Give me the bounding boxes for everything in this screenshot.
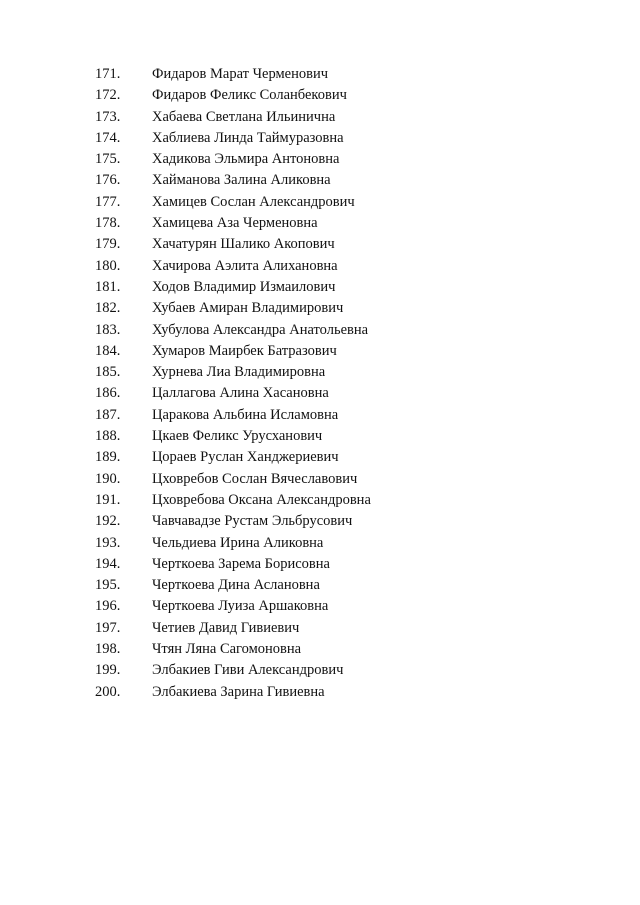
item-number: 172. — [95, 87, 121, 104]
item-number: 176. — [95, 172, 121, 189]
item-number: 197. — [95, 619, 121, 636]
numbered-name-list — [95, 64, 371, 703]
person-name: Чельдиева Ирина Аликовна — [152, 534, 324, 551]
list-item — [95, 596, 371, 617]
list-item — [95, 383, 371, 404]
item-number: 179. — [95, 236, 121, 253]
list-item — [95, 298, 371, 319]
person-name: Ходов Владимир Измаилович — [152, 278, 336, 295]
item-number: 183. — [95, 321, 121, 338]
list-item — [95, 149, 371, 170]
list-item — [95, 639, 371, 660]
item-number: 196. — [95, 598, 121, 615]
person-name: Хамицева Аза Черменовна — [152, 215, 318, 232]
person-name: Черткоева Луиза Аршаковна — [152, 598, 329, 615]
list-item — [95, 213, 371, 234]
person-name: Цораев Руслан Ханджериевич — [152, 449, 339, 466]
list-item — [95, 575, 371, 596]
item-number: 178. — [95, 215, 121, 232]
person-name: Царакова Альбина Исламовна — [152, 406, 339, 423]
list-item — [95, 447, 371, 468]
item-number: 175. — [95, 151, 121, 168]
person-name: Хачатурян Шалико Акопович — [152, 236, 335, 253]
list-item — [95, 469, 371, 490]
list-item — [95, 511, 371, 532]
person-name: Цховребов Сослан Вячеславович — [152, 470, 358, 487]
list-item — [95, 277, 371, 298]
item-number: 191. — [95, 491, 121, 508]
person-name: Цховребова Оксана Александровна — [152, 491, 371, 508]
person-name: Хаблиева Линда Таймуразовна — [152, 129, 344, 146]
item-number: 171. — [95, 66, 121, 82]
list-item — [95, 660, 371, 681]
list-item — [95, 490, 371, 511]
item-number: 198. — [95, 641, 121, 658]
item-number: 186. — [95, 385, 121, 402]
item-number: 195. — [95, 577, 121, 594]
person-name: Хумаров Маирбек Батразович — [152, 342, 337, 359]
list-item — [95, 128, 371, 149]
list-item — [95, 618, 371, 639]
list-item — [95, 170, 371, 191]
item-number: 174. — [95, 129, 121, 146]
item-number: 200. — [95, 683, 121, 700]
item-number: 184. — [95, 342, 121, 359]
person-name: Чавчавадзе Рустам Эльбрусович — [152, 513, 353, 530]
list-item — [95, 64, 371, 85]
person-name: Хадикова Эльмира Антоновна — [152, 151, 340, 168]
item-number: 187. — [95, 406, 121, 423]
item-number: 185. — [95, 364, 121, 381]
person-name: Чтян Ляна Сагомоновна — [152, 641, 302, 658]
item-number: 182. — [95, 300, 121, 317]
person-name: Черткоева Зарема Борисовна — [152, 555, 330, 572]
item-number: 177. — [95, 193, 121, 210]
item-number: 181. — [95, 278, 121, 295]
item-number: 194. — [95, 555, 121, 572]
person-name: Хубулова Александра Анатольевна — [152, 321, 369, 338]
person-name: Фидаров Феликс Соланбекович — [152, 87, 347, 104]
item-number: 193. — [95, 534, 121, 551]
item-number: 190. — [95, 470, 121, 487]
person-name: Хайманова Залина Аликовна — [152, 172, 331, 189]
list-item — [95, 234, 371, 255]
list-item — [95, 533, 371, 554]
list-item — [95, 320, 371, 341]
list-item — [95, 256, 371, 277]
person-name: Фидаров Марат Черменович — [152, 66, 329, 82]
item-number: 188. — [95, 428, 121, 445]
list-item — [95, 554, 371, 575]
person-name: Хачирова Аэлита Алихановна — [152, 257, 338, 274]
list-item — [95, 85, 371, 106]
list-item — [95, 107, 371, 128]
item-number: 180. — [95, 257, 121, 274]
list-item — [95, 405, 371, 426]
person-name: Цаллагова Алина Хасановна — [152, 385, 329, 402]
list-item — [95, 341, 371, 362]
list-item — [95, 192, 371, 213]
person-name: Хабаева Светлана Ильинична — [152, 108, 336, 125]
person-name: Элбакиев Гиви Александрович — [152, 662, 344, 679]
person-name: Черткоева Дина Аслановна — [152, 577, 320, 594]
person-name: Четиев Давид Гивиевич — [152, 619, 300, 636]
person-name: Хурнева Лиа Владимировна — [152, 364, 326, 381]
item-number: 199. — [95, 662, 121, 679]
person-name: Хубаев Амиран Владимирович — [152, 300, 344, 317]
person-name: Хамицев Сослан Александрович — [152, 193, 355, 210]
list-item — [95, 426, 371, 447]
item-number: 189. — [95, 449, 121, 466]
person-name: Цкаев Феликс Урусханович — [152, 428, 323, 445]
list-item — [95, 682, 371, 703]
list-item — [95, 362, 371, 383]
item-number: 192. — [95, 513, 121, 530]
person-name: Элбакиева Зарина Гивиевна — [152, 683, 325, 700]
item-number: 173. — [95, 108, 121, 125]
